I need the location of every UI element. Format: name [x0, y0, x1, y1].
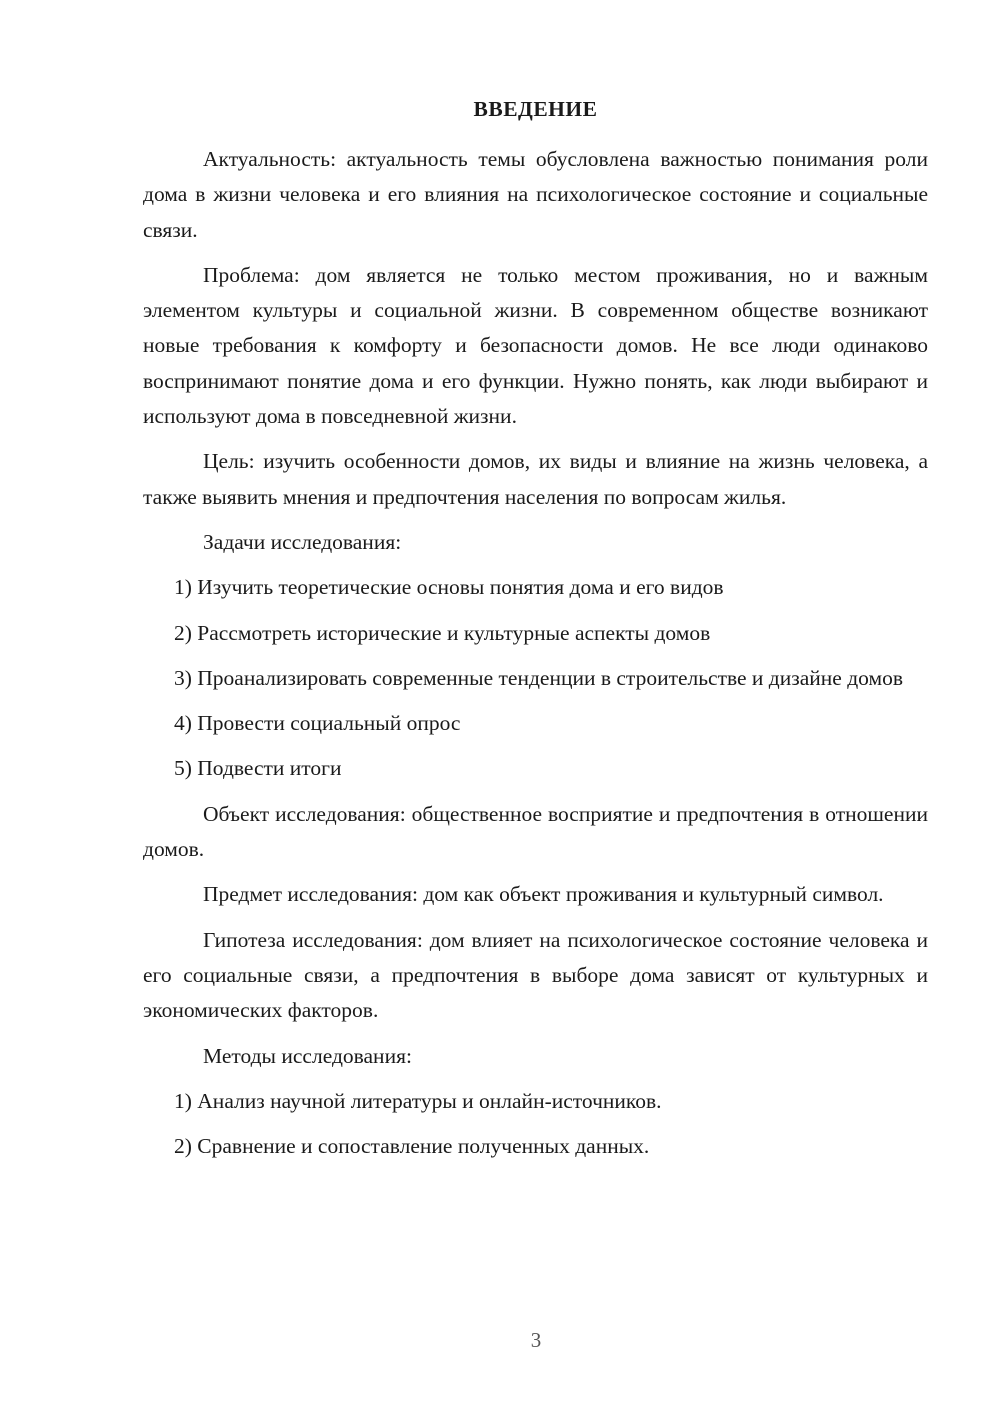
paragraph-object: Объект исследования: общественное восприятие и предпочтения в отношении домов. [143, 801, 928, 862]
list-item: 2) Рассмотреть исторические и культурные аспекты домов [174, 620, 711, 645]
list-item: 5) Подвести итоги [174, 756, 342, 781]
list-item: 1) Анализ научной литературы и онлайн-источников. [174, 1088, 662, 1113]
page-number: 3 [530, 1328, 542, 1352]
list-item: 3) Проанализировать современные тенденции в строительстве и дизайне домов [174, 665, 904, 690]
paragraph-goal: Цель: изучить особенности домов, их виды и влияние на жизнь человека, а также выявить мнения и предпочтения населения по вопросам жилья. [143, 449, 928, 509]
list-item: 4) Провести социальный опрос [174, 711, 461, 736]
document-title: ВВЕДЕНИЕ [473, 97, 598, 121]
list-item: 1) Изучить теоретические основы понятия дома и его видов [174, 575, 724, 600]
paragraph-relevance: Актуальность: актуальность темы обусловлена важностью понимания роли дома в жизни человека и его влияния на психологическое состояние и социальные связи. [143, 147, 928, 242]
paragraph-subject: Предмет исследования: дом как объект проживания и культурный символ. [203, 882, 884, 907]
paragraph-problem: Проблема: дом является не только местом проживания, но и важным элементом культуры и социальной жизни. В современном обществе возникают новые требования к комфорту и безопасности домов. Не все люди одинаково воспринимают понятие дома и его функции. Нужно понять, как люди выбирают и используют дома в повседневной жизни. [143, 262, 928, 429]
tasks-list [143, 570, 928, 786]
document-page [143, 92, 928, 1174]
tasks-heading: Задачи исследования: [203, 529, 402, 554]
paragraph-hypothesis: Гипотеза исследования: дом влияет на психологическое состояние человека и его социальные связи, а предпочтения в выборе дома зависят от культурных и экономических факторов. [143, 927, 928, 1023]
methods-list [143, 1084, 928, 1165]
methods-heading: Методы исследования: [203, 1043, 412, 1068]
list-item: 2) Сравнение и сопоставление полученных данных. [174, 1134, 650, 1159]
